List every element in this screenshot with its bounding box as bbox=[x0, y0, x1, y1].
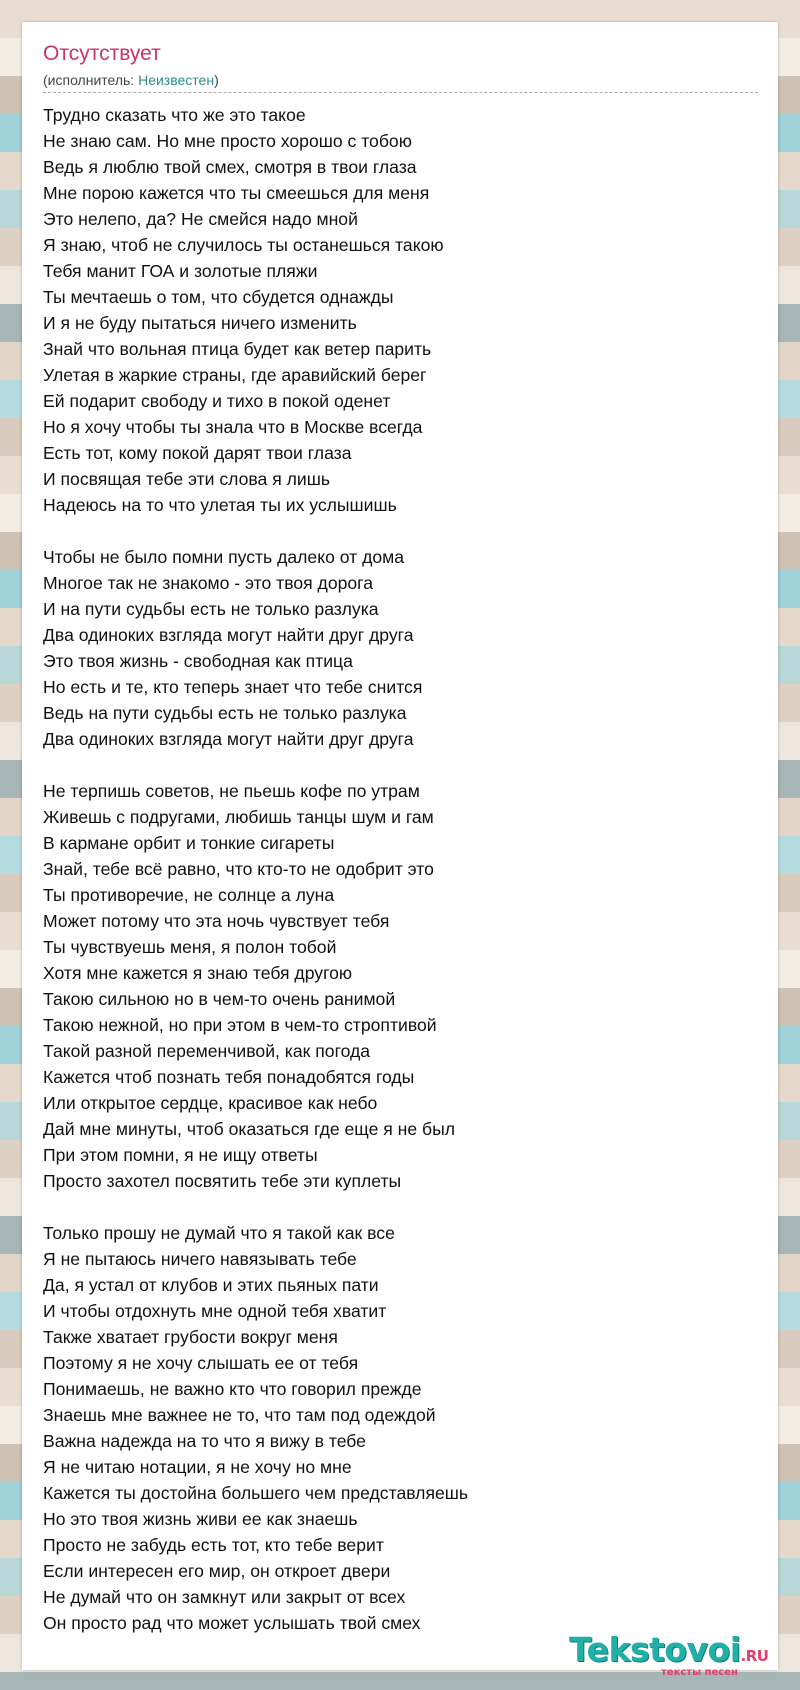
lyrics-text bbox=[43, 102, 743, 1636]
lyric-line: Мне порою кажется что ты смеешься для меня bbox=[43, 183, 430, 203]
lyric-line: Многое так не знакомо - это твоя дорога bbox=[43, 573, 373, 593]
lyric-line: Такой разной переменчивой, как погода bbox=[43, 1041, 371, 1061]
lyric-line: Но есть и те, кто теперь знает что тебе снится bbox=[43, 677, 423, 697]
lyric-line: Ты противоречие, не солнце а луна bbox=[43, 885, 335, 905]
lyric-line: Есть тот, кому покой дарят твои глаза bbox=[43, 443, 352, 463]
lyric-line: Поэтому я не хочу слышать ее от тебя bbox=[43, 1353, 359, 1373]
lyric-line: Трудно сказать что же это такое bbox=[43, 105, 306, 125]
lyric-line: Но это твоя жизнь живи ее как знаешь bbox=[43, 1509, 358, 1529]
logo-tld: .RU bbox=[740, 1647, 769, 1665]
lyric-line: И посвящая тебе эти слова я лишь bbox=[43, 469, 331, 489]
lyric-line: Я знаю, чтоб не случилось ты останешься такою bbox=[43, 235, 444, 255]
lyric-line: Такою сильною но в чем-то очень ранимой bbox=[43, 989, 396, 1009]
lyric-line: Это твоя жизнь - свободная как птица bbox=[43, 651, 353, 671]
lyric-line: Два одиноких взгляда могут найти друг друга bbox=[43, 625, 414, 645]
lyrics-card bbox=[22, 22, 778, 1678]
lyric-line: Дай мне минуты, чтоб оказаться где еще я не был bbox=[43, 1119, 456, 1139]
lyric-line: Важна надежда на то что я вижу в тебе bbox=[43, 1431, 366, 1451]
lyric-line: Ведь на пути судьбы есть не только разлука bbox=[43, 703, 407, 723]
lyric-line: Кажется чтоб познать тебя понадобятся годы bbox=[43, 1067, 415, 1087]
lyric-line: Если интересен его мир, он откроет двери bbox=[43, 1561, 391, 1581]
lyric-line: При этом помни, я не ищу ответы bbox=[43, 1145, 318, 1165]
lyric-line: Чтобы не было помни пусть далеко от дома bbox=[43, 547, 405, 567]
lyric-line: Кажется ты достойна большего чем представляешь bbox=[43, 1483, 469, 1503]
lyric-line: И я не буду пытаться ничего изменить bbox=[43, 313, 357, 333]
lyric-line: Ведь я люблю твой смех, смотря в твои глаза bbox=[43, 157, 417, 177]
lyric-line: Не терпишь советов, не пьешь кофе по утрам bbox=[43, 781, 420, 801]
lyric-line: Знай что вольная птица будет как ветер парить bbox=[43, 339, 432, 359]
lyric-line: В кармане орбит и тонкие сигареты bbox=[43, 833, 335, 853]
song-title: Отсутствует bbox=[43, 42, 161, 65]
lyric-line: Может потому что эта ночь чувствует тебя bbox=[43, 911, 390, 931]
lyric-line: Я не пытаюсь ничего навязывать тебе bbox=[43, 1249, 357, 1269]
lyric-line: Ты чувствуешь меня, я полон тобой bbox=[43, 937, 337, 957]
logo-name: Tekstovoi bbox=[569, 1630, 741, 1669]
lyric-line: Просто не забудь есть тот, кто тебе верит bbox=[43, 1535, 384, 1555]
artist-line bbox=[43, 72, 219, 88]
lyric-line: Живешь с подругами, любишь танцы шум и гам bbox=[43, 807, 434, 827]
stanza-break bbox=[43, 518, 743, 544]
lyric-line: Ты мечтаешь о том, что сбудется однажды bbox=[43, 287, 394, 307]
lyric-line: Он просто рад что может услышать твой смех bbox=[43, 1613, 421, 1633]
stanza-break bbox=[43, 752, 743, 778]
lyric-line: Это нелепо, да? Не смейся надо мной bbox=[43, 209, 358, 229]
lyric-line: Но я хочу чтобы ты знала что в Москве всегда bbox=[43, 417, 423, 437]
lyric-line: Улетая в жаркие страны, где аравийский берег bbox=[43, 365, 427, 385]
lyric-line: И на пути судьбы есть не только разлука bbox=[43, 599, 379, 619]
lyric-line: Тебя манит ГОА и золотые пляжи bbox=[43, 261, 318, 281]
lyric-line: Такою нежной, но при этом в чем-то строптивой bbox=[43, 1015, 437, 1035]
lyric-line: Не знаю сам. Но мне просто хорошо с тобою bbox=[43, 131, 412, 151]
tekstovoi-logo[interactable] bbox=[569, 1632, 769, 1676]
artist-link[interactable]: Неизвестен bbox=[138, 72, 215, 88]
lyric-line: Знаешь мне важнее не то, что там под одеждой bbox=[43, 1405, 436, 1425]
lyric-line: Хотя мне кажется я знаю тебя другою bbox=[43, 963, 353, 983]
artist-suffix: ) bbox=[214, 72, 219, 88]
artist-prefix: (исполнитель: bbox=[43, 72, 139, 88]
lyric-line: Просто захотел посвятить тебе эти куплеты bbox=[43, 1171, 402, 1191]
lyric-line: Два одиноких взгляда могут найти друг друга bbox=[43, 729, 414, 749]
logo-tagline: тексты песен bbox=[661, 1667, 738, 1678]
lyric-line: Я не читаю нотации, я не хочу но мне bbox=[43, 1457, 352, 1477]
lyric-line: Или открытое сердце, красивое как небо bbox=[43, 1093, 378, 1113]
title-divider bbox=[43, 92, 758, 93]
lyric-line: Знай, тебе всё равно, что кто-то не одобрит это bbox=[43, 859, 434, 879]
lyric-line: Надеюсь на то что улетая ты их услышишь bbox=[43, 495, 397, 515]
lyric-line: И чтобы отдохнуть мне одной тебя хватит bbox=[43, 1301, 387, 1321]
lyric-line: Да, я устал от клубов и этих пьяных пати bbox=[43, 1275, 379, 1295]
lyric-line: Ей подарит свободу и тихо в покой оденет bbox=[43, 391, 391, 411]
lyric-line: Не думай что он замкнут или закрыт от всех bbox=[43, 1587, 406, 1607]
lyric-line: Также хватает грубости вокруг меня bbox=[43, 1327, 338, 1347]
stanza-break bbox=[43, 1194, 743, 1220]
lyric-line: Понимаешь, не важно кто что говорил прежде bbox=[43, 1379, 422, 1399]
lyric-line: Только прошу не думай что я такой как все bbox=[43, 1223, 395, 1243]
